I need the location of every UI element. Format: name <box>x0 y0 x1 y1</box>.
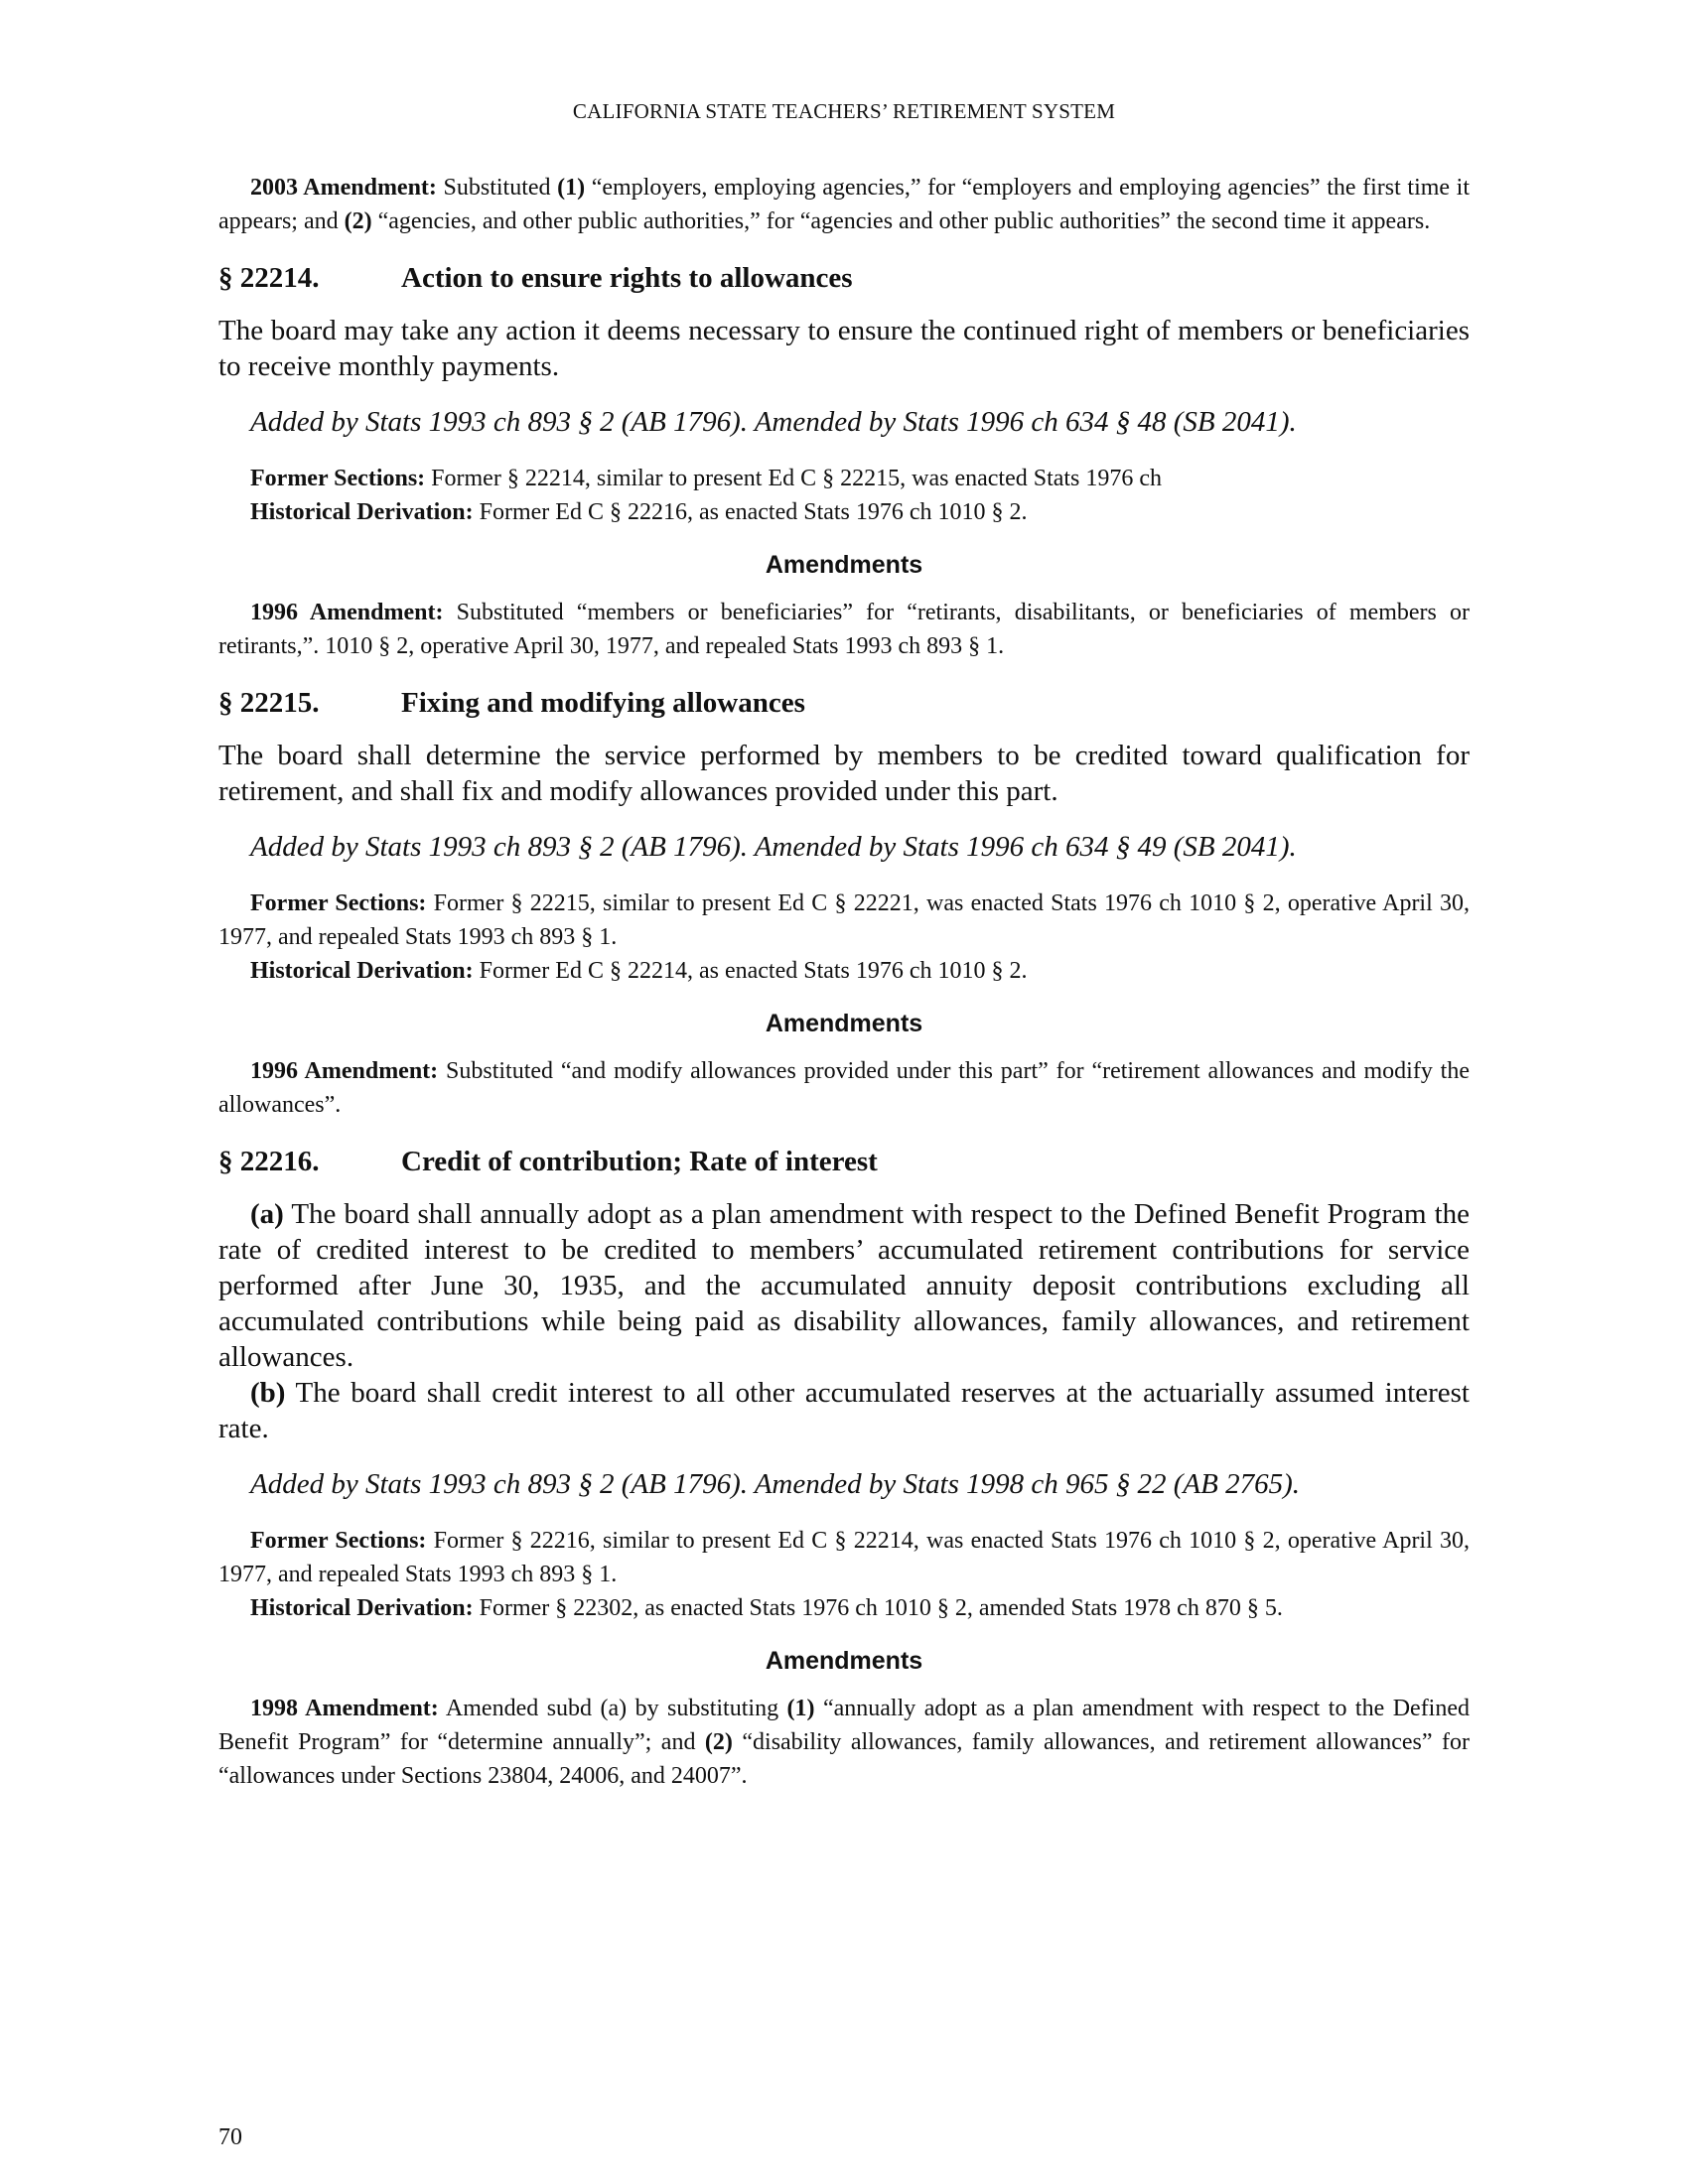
section-title: Fixing and modifying allowances <box>401 687 805 719</box>
section-22214-amendment <box>218 596 1470 663</box>
amendment-text: “employers, employing agencies,” for “employers and employing agencies” the first time it appears; and <box>218 175 1470 234</box>
amendments-heading: Amendments <box>765 1010 923 1037</box>
running-head: CALIFORNIA STATE TEACHERS’ RETIREMENT SYSTEM <box>572 99 1116 123</box>
section-22215-heading <box>218 687 1470 720</box>
subdivision-text: The board shall annually adopt as a plan amendment with respect to the Defined Benefit Program the rate of credited interest to be credited to members’ accumulated retirement contributions for service performed after June 30, 1935, and the accumulated annuity deposit contributions excluding all accumulated contributions while being paid as disability allowances, family allowances, and retirement allowances. <box>218 1198 1470 1373</box>
item-number: (1) <box>786 1696 815 1721</box>
section-number: § 22214. <box>218 262 320 294</box>
amendments-heading: Amendments <box>765 1647 923 1675</box>
amendments-heading: Amendments <box>765 551 923 579</box>
historical-derivation-label: Historical Derivation: <box>250 958 474 984</box>
amendment-label: 1996 Amendment: <box>250 1058 439 1084</box>
historical-derivation-label: Historical Derivation: <box>250 1595 474 1621</box>
amendment-label: 1996 Amendment: <box>250 600 444 625</box>
section-22215-amendment <box>218 1054 1470 1122</box>
section-22214-heading <box>218 262 1470 295</box>
amendment-text: Amended subd (a) by substituting <box>438 1696 787 1721</box>
amendment-text: “disability allowances, family allowances, and retirement allowances” for “allowances under Sections 23804, 24006, and 24007”. <box>218 1729 1470 1789</box>
former-sections-label: Former Sections: <box>250 466 426 491</box>
former-sections <box>218 1524 1470 1591</box>
section-number: § 22215. <box>218 687 320 719</box>
section-title: Action to ensure rights to allowances <box>401 262 853 294</box>
section-22216-citation: Added by Stats 1993 ch 893 § 2 (AB 1796). Amended by Stats 1998 ch 965 § 22 (AB 2765). <box>250 1468 1300 1500</box>
section-22214-notes <box>218 462 1470 529</box>
section-22214-citation: Added by Stats 1993 ch 893 § 2 (AB 1796). Amended by Stats 1996 ch 634 § 48 (SB 2041). <box>250 406 1297 438</box>
former-sections-text: Former § 22215, similar to present Ed C § 22221, was enacted Stats 1976 ch 1010 § 2, operative April 30, 1977, and repealed Stats 1993 ch 893 § 1. <box>218 890 1471 950</box>
historical-derivation-text: Former § 22302, as enacted Stats 1976 ch 1010 § 2, amended Stats 1978 ch 870 § 5. <box>473 1595 1283 1621</box>
section-22215-citation: Added by Stats 1993 ch 893 § 2 (AB 1796). Amended by Stats 1996 ch 634 § 49 (SB 2041). <box>250 831 1297 863</box>
section-22215-body: The board shall determine the service performed by members to be credited toward qualification for retirement, and shall fix and modify allowances provided under this part. <box>218 740 1470 807</box>
page-content <box>218 171 1470 1793</box>
former-sections-text: Former § 22216, similar to present Ed C § 22214, was enacted Stats 1976 ch 1010 § 2, operative April 30, 1977, and repealed Stats 1993 ch 893 § 1. <box>218 1528 1471 1587</box>
section-title: Credit of contribution; Rate of interest <box>401 1146 878 1177</box>
section-22216-subdivision-b <box>218 1375 1470 1446</box>
historical-derivation <box>218 495 1470 529</box>
historical-derivation <box>218 954 1470 988</box>
amendment-2003-note <box>218 171 1470 238</box>
former-sections-label: Former Sections: <box>250 890 427 916</box>
historical-derivation-label: Historical Derivation: <box>250 499 474 525</box>
section-22216-heading <box>218 1146 1470 1178</box>
section-22216-notes <box>218 1524 1470 1625</box>
amendment-text: Substituted “and modify allowances provided under this part” for “retirement allowances and modify the allowances”. <box>218 1058 1470 1118</box>
former-sections-label: Former Sections: <box>250 1528 427 1554</box>
item-number: (1) <box>557 175 586 201</box>
section-22216-subdivision-a <box>218 1196 1470 1375</box>
former-sections <box>218 462 1470 495</box>
subdivision-text: The board shall credit interest to all other accumulated reserves at the actuarially assumed interest rate. <box>218 1377 1470 1444</box>
historical-derivation <box>218 1591 1470 1625</box>
amendment-text: Substituted <box>436 175 558 201</box>
section-number: § 22216. <box>218 1146 320 1177</box>
item-number: (2) <box>344 208 372 234</box>
former-sections <box>218 887 1470 954</box>
section-22214-body: The board may take any action it deems necessary to ensure the continued right of members or beneficiaries to receive monthly payments. <box>218 315 1470 382</box>
subdivision-label: (b) <box>250 1377 286 1409</box>
subdivision-label: (a) <box>250 1198 284 1230</box>
historical-derivation-text: Former Ed C § 22216, as enacted Stats 1976 ch 1010 § 2. <box>473 499 1028 525</box>
section-22216-amendment <box>218 1692 1470 1793</box>
amendment-text: “agencies, and other public authorities,” for “agencies and other public authorities” the second time it appears. <box>371 208 1431 234</box>
amendment-2003-label: 2003 Amendment: <box>250 175 437 201</box>
amendment-text: Substituted “members or beneficiaries” for “retirants, disabilitants, or beneficiaries of members or retirants,”. 1010 § 2, operative April 30, 1977, and repealed Stats 1993 ch 893 § 1. <box>218 600 1471 659</box>
item-number: (2) <box>704 1729 733 1755</box>
amendment-text: “annually adopt as a plan amendment with respect to the Defined Benefit Program” for “determine annually”; and <box>218 1696 1471 1755</box>
section-22215-notes <box>218 887 1470 988</box>
former-sections-text: Former § 22214, similar to present Ed C § 22215, was enacted Stats 1976 ch <box>425 466 1163 491</box>
page-number: 70 <box>218 2124 242 2150</box>
amendment-label: 1998 Amendment: <box>250 1696 439 1721</box>
historical-derivation-text: Former Ed C § 22214, as enacted Stats 1976 ch 1010 § 2. <box>473 958 1028 984</box>
